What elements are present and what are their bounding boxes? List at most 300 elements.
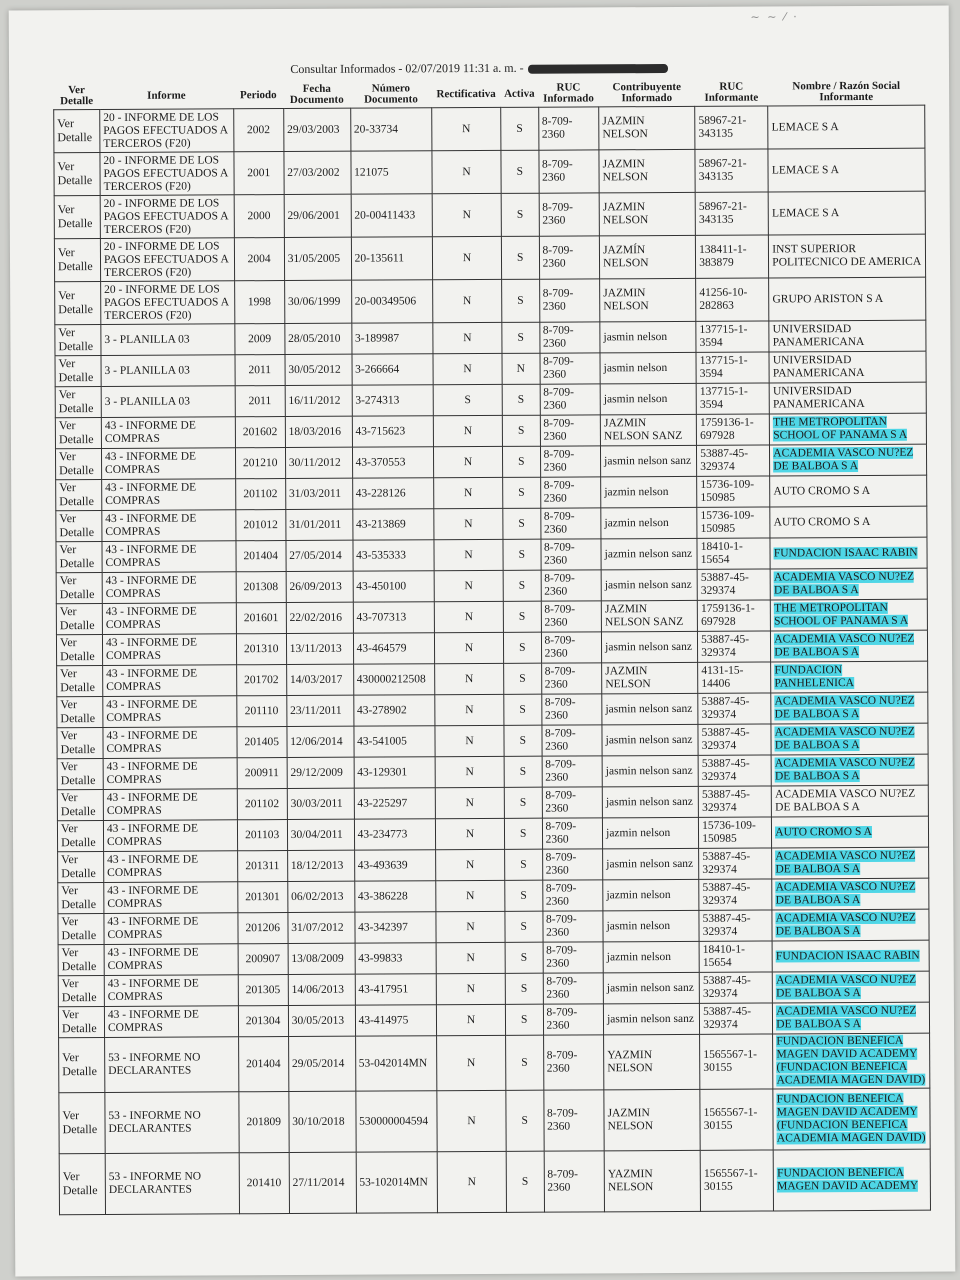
contribuyente-cell <box>601 538 697 570</box>
ver-detalle-link-text[interactable]: Ver Detalle <box>61 914 97 943</box>
rectificativa-cell <box>434 570 503 601</box>
informe-cell <box>102 634 236 666</box>
periodo-cell <box>236 603 286 634</box>
numero-documento-cell <box>355 1091 437 1152</box>
table-row <box>56 630 927 666</box>
rectificativa-cell-text: N <box>462 165 471 178</box>
ruc-informado-cell-text: 8-709-2360 <box>546 1107 578 1133</box>
ruc-informado-cell-text: 8-709-2360 <box>544 634 576 660</box>
ruc-informante-cell-text: 53887-45-329374 <box>702 912 751 938</box>
informe-cell <box>105 1037 239 1093</box>
ruc-informante-cell-text: 137715-1-3594 <box>699 323 748 349</box>
contribuyente-cell <box>602 786 698 818</box>
informe-cell-text: 53 - INFORME NO DECLARANTES <box>108 1170 202 1196</box>
periodo-cell <box>234 195 284 238</box>
ver-detalle-link-text[interactable]: Ver Detalle <box>59 573 95 602</box>
activa-cell <box>502 322 540 353</box>
fecha-documento-cell <box>283 108 350 151</box>
table-row <box>54 148 925 196</box>
ruc-informante-cell <box>697 445 770 476</box>
rectificativa-cell-text: N <box>465 827 475 840</box>
periodo-cell <box>238 944 288 975</box>
ver-detalle-link-text[interactable]: Ver Detalle <box>59 604 95 633</box>
ver-detalle-link-text[interactable]: Ver Detalle <box>60 728 96 757</box>
rectificativa-cell <box>436 849 505 880</box>
ruc-informante-cell <box>699 972 772 1003</box>
informe-cell-text: 43 - INFORME DE COMPRAS <box>107 915 199 941</box>
informe-cell <box>104 851 238 883</box>
numero-documento-cell <box>352 478 434 509</box>
razon-social-cell-text: ACADEMIA VASCO NU?EZ DE BALBOA S A <box>776 973 917 1000</box>
activa-cell-text: S <box>518 610 526 623</box>
periodo-cell-text: 201301 <box>245 890 280 903</box>
ruc-informado-cell <box>541 663 602 694</box>
activa-cell-text: S <box>519 765 527 778</box>
razon-social-cell <box>772 940 929 972</box>
ruc-informante-cell-text: 53887-45-329374 <box>701 757 750 783</box>
ruc-informado-cell-text: 8-709-2360 <box>546 1049 578 1075</box>
ver-detalle-link[interactable] <box>54 109 100 152</box>
rectificativa-cell <box>434 508 503 539</box>
contribuyente-cell <box>602 755 698 787</box>
razon-social-cell <box>771 630 928 662</box>
informe-cell-text: 43 - INFORME DE COMPRAS <box>107 884 199 910</box>
activa-cell <box>502 446 540 477</box>
ruc-informado-cell <box>541 601 602 632</box>
informe-cell-text: 3 - PLANILLA 03 <box>104 364 190 377</box>
ver-detalle-link[interactable] <box>55 355 101 386</box>
informe-cell-text: 43 - INFORME DE COMPRAS <box>104 419 196 445</box>
ver-detalle-link-text[interactable]: Ver Detalle <box>58 387 94 416</box>
periodo-cell <box>234 238 284 281</box>
contribuyente-cell-text: jasmin nelson sanz <box>606 857 694 870</box>
activa-cell <box>502 415 540 446</box>
ruc-informante-cell <box>698 693 771 724</box>
activa-cell <box>505 1004 543 1035</box>
numero-documento-cell <box>356 1152 438 1213</box>
rectificativa-cell-text: N <box>466 920 475 933</box>
informe-cell <box>102 510 236 542</box>
razon-social-cell <box>768 191 925 235</box>
ver-detalle-link[interactable] <box>56 479 102 510</box>
ruc-informado-cell-text: 8-709-2360 <box>543 386 574 412</box>
informe-cell-text: 3 - PLANILLA 03 <box>104 333 190 346</box>
ver-detalle-link-text[interactable]: Ver Detalle <box>61 1007 97 1036</box>
numero-documento-cell-text: 43-417951 <box>358 982 409 996</box>
activa-cell <box>505 942 543 973</box>
contribuyente-cell <box>603 879 699 911</box>
periodo-cell <box>237 882 287 913</box>
ruc-informado-cell-text: 8-709-2360 <box>542 244 574 270</box>
periodo-cell-text: 2000 <box>247 209 271 222</box>
ver-detalle-link[interactable] <box>58 1006 104 1037</box>
ruc-informado-cell-text: 8-709-2360 <box>542 201 573 227</box>
periodo-cell <box>236 572 286 603</box>
fecha-documento-cell-text: 14/06/2013 <box>291 983 344 996</box>
table-row <box>58 878 929 914</box>
ver-detalle-link[interactable] <box>57 820 103 851</box>
numero-documento-cell <box>354 850 436 881</box>
numero-documento-cell-text: 43-535333 <box>356 548 406 562</box>
activa-cell <box>502 384 540 415</box>
contribuyente-cell-text: jazmin nelson <box>606 826 671 839</box>
ruc-informante-cell-text: 41256-10-282863 <box>699 286 748 312</box>
rectificativa-cell <box>433 384 502 415</box>
fecha-documento-cell-text: 26/09/2013 <box>289 580 342 593</box>
ver-detalle-link-text[interactable]: Ver Detalle <box>57 202 93 231</box>
activa-cell <box>503 632 541 663</box>
table-row <box>58 847 929 883</box>
rectificativa-cell <box>436 880 505 911</box>
contribuyente-cell-text: jasmin nelson sanz <box>605 640 693 653</box>
numero-documento-cell <box>351 194 433 237</box>
activa-cell-text: S <box>519 672 526 685</box>
contribuyente-cell-text: jasmin nelson sanz <box>605 795 693 808</box>
ruc-informado-cell <box>543 1004 604 1035</box>
numero-documento-cell-text: 43-342397 <box>358 920 408 934</box>
activa-cell-text: S <box>517 393 525 406</box>
razon-social-cell <box>770 444 927 476</box>
rectificativa-cell-text: N <box>465 734 474 747</box>
rectificativa-cell-text: N <box>464 517 473 530</box>
fecha-documento-cell <box>285 416 352 447</box>
razon-social-cell-text: ACADEMIA VASCO NU?EZ DE BALBOA S A <box>775 880 916 907</box>
periodo-cell <box>236 665 286 696</box>
contribuyente-cell-text: JAZMIN NELSON <box>602 201 649 227</box>
informe-cell-text: 43 - INFORME DE COMPRAS <box>105 481 197 507</box>
ver-detalle-link-text[interactable]: Ver Detalle <box>61 883 97 912</box>
numero-documento-cell-text: 430000212508 <box>356 672 426 686</box>
activa-cell-text: S <box>519 641 526 654</box>
numero-documento-cell-text: 43-99833 <box>358 951 403 965</box>
razon-social-cell <box>773 1033 930 1089</box>
activa-cell-text: S <box>519 796 527 809</box>
numero-documento-cell <box>351 280 433 323</box>
ver-detalle-link-text[interactable]: Ver Detalle <box>59 511 95 540</box>
razon-social-cell-text: UNIVERSIDAD PANAMERICANA <box>772 323 865 349</box>
contribuyente-cell <box>604 1089 700 1151</box>
numero-documento-cell-text: 43-450100 <box>356 579 407 593</box>
ver-detalle-link[interactable] <box>55 448 101 479</box>
fecha-documento-cell-text: 30/05/2012 <box>288 363 341 376</box>
page-title-text: Consultar Informados - 02/07/2019 11:31 a. m. - <box>290 60 524 76</box>
periodo-cell-text: 201404 <box>246 1057 281 1070</box>
activa-cell-text: S <box>521 1114 528 1127</box>
ruc-informado-cell-text: 8-709-2360 <box>543 417 575 443</box>
ver-detalle-link[interactable] <box>57 696 103 727</box>
fecha-documento-cell <box>284 151 351 194</box>
ruc-informante-cell <box>699 910 772 941</box>
activa-cell-text: S <box>520 920 527 933</box>
periodo-cell-text: 201702 <box>244 673 279 686</box>
ver-detalle-link[interactable] <box>55 417 101 448</box>
informe-cell-text: 20 - INFORME DE LOS PAGOS EFECTUADOS A TERCEROS (F20) <box>103 110 228 150</box>
periodo-cell-text: 2001 <box>247 166 271 179</box>
rectificativa-cell <box>435 663 504 694</box>
ruc-informado-cell <box>543 942 604 973</box>
contribuyente-cell-text: jazmin nelson <box>606 950 671 963</box>
numero-documento-cell-text: 530000004594 <box>359 1114 429 1128</box>
ver-detalle-link[interactable] <box>58 944 104 975</box>
ver-detalle-link-text[interactable]: Ver Detalle <box>61 976 97 1005</box>
informe-cell <box>101 324 235 356</box>
table-row <box>59 1149 930 1215</box>
ver-detalle-link[interactable] <box>55 386 101 417</box>
ver-detalle-link[interactable] <box>54 238 100 281</box>
periodo-cell-text: 2004 <box>247 252 271 265</box>
ver-detalle-link-text[interactable]: Ver Detalle <box>62 1169 98 1198</box>
ruc-informante-cell-text: 53887-45-329374 <box>701 726 750 752</box>
ruc-informante-cell <box>698 786 771 817</box>
contribuyente-cell-text: JAZMIN NELSON SANZ <box>603 417 683 443</box>
rectificativa-cell-text: N <box>466 1056 476 1069</box>
periodo-cell <box>235 448 285 479</box>
ruc-informado-cell <box>542 756 603 787</box>
contribuyente-cell-text: jazmin nelson <box>606 888 671 901</box>
informe-cell <box>103 758 237 790</box>
ruc-informante-cell-text: 53887-45-329374 <box>702 850 751 876</box>
ver-detalle-link-text[interactable]: Ver Detalle <box>57 116 93 145</box>
ruc-informado-cell-text: 8-709-2360 <box>546 975 578 1001</box>
ver-detalle-link[interactable] <box>55 324 101 355</box>
numero-documento-cell <box>353 602 435 633</box>
periodo-cell-text: 1998 <box>247 295 271 308</box>
razon-social-cell <box>771 723 928 755</box>
activa-cell-text: S <box>517 294 524 307</box>
col-header: Informe <box>147 89 186 102</box>
ver-detalle-link[interactable] <box>54 152 100 195</box>
activa-cell-text: S <box>518 548 526 561</box>
razon-social-cell-text: ACADEMIA VASCO NU?EZ DE BALBOA S A <box>774 756 916 783</box>
informe-cell <box>101 281 235 325</box>
razon-social-cell-text: AUTO CROMO S A <box>775 825 872 838</box>
table-row <box>57 816 928 852</box>
ver-detalle-link-text[interactable]: Ver Detalle <box>59 542 95 571</box>
rectificativa-cell-text: N <box>466 889 475 902</box>
informe-cell <box>105 1092 239 1154</box>
numero-documento-cell-text: 43-541005 <box>357 734 407 748</box>
contribuyente-cell <box>600 278 696 322</box>
ver-detalle-link-text[interactable]: Ver Detalle <box>60 790 96 819</box>
ver-detalle-link-text[interactable]: Ver Detalle <box>60 821 96 850</box>
contribuyente-cell-text: jasmin nelson sanz <box>605 733 693 746</box>
razon-social-cell-text: FUNDACION BENEFICA MAGEN DAVID ACADEMY (FUNDACION BENEFICA ACADEMIA MAGEN DAVID) <box>776 1034 926 1087</box>
rectificativa-cell-text: N <box>465 796 475 809</box>
fecha-documento-cell <box>286 509 353 540</box>
col-header: RUC Informante <box>704 80 759 104</box>
fecha-documento-cell <box>285 447 352 478</box>
periodo-cell <box>238 1006 288 1037</box>
table-body <box>54 105 931 1215</box>
fecha-documento-cell-text: 12/06/2014 <box>290 735 343 748</box>
ver-detalle-link-text[interactable]: Ver Detalle <box>58 449 94 478</box>
rectificativa-cell <box>436 1004 505 1035</box>
rectificativa-cell-text: S <box>464 393 471 406</box>
periodo-cell <box>238 975 288 1006</box>
contribuyente-cell <box>603 1003 699 1035</box>
activa-cell <box>504 725 542 756</box>
activa-cell <box>506 1090 544 1151</box>
ver-detalle-link[interactable] <box>58 913 104 944</box>
ver-detalle-link-text[interactable]: Ver Detalle <box>62 1050 97 1079</box>
contribuyente-cell <box>601 445 697 477</box>
ruc-informado-cell <box>542 849 603 880</box>
ruc-informante-cell-text: 1759136-1-697928 <box>700 416 754 442</box>
fecha-documento-cell-text: 18/12/2013 <box>290 859 344 872</box>
table-row <box>55 320 926 356</box>
rectificativa-cell-text: N <box>463 331 472 344</box>
contribuyente-cell-text: JAZMIN NELSON <box>602 115 648 141</box>
periodo-cell-text: 2011 <box>248 363 272 376</box>
table-row <box>59 1033 930 1093</box>
ver-detalle-link-text[interactable]: Ver Detalle <box>59 635 95 664</box>
contribuyente-cell <box>600 352 696 384</box>
ruc-informante-cell <box>696 414 769 445</box>
numero-documento-cell <box>353 540 435 571</box>
ver-detalle-link[interactable] <box>58 851 104 882</box>
rectificativa-cell <box>435 756 504 787</box>
rectificativa-cell <box>432 150 501 193</box>
ver-detalle-link[interactable] <box>59 1037 105 1092</box>
ver-detalle-link-text[interactable]: Ver Detalle <box>57 159 93 188</box>
informe-cell <box>103 789 237 821</box>
rectificativa-cell-text: N <box>467 1114 476 1127</box>
numero-documento-cell <box>354 788 436 819</box>
ver-detalle-link-text[interactable]: Ver Detalle <box>60 666 95 695</box>
ruc-informado-cell-text: 8-709-2360 <box>545 820 577 846</box>
contribuyente-cell-text: jasmin nelson sanz <box>605 702 693 715</box>
ver-detalle-link-text[interactable]: Ver Detalle <box>61 852 96 881</box>
ver-detalle-link[interactable] <box>57 727 103 758</box>
rectificativa-cell <box>435 694 504 725</box>
periodo-cell-text: 2002 <box>246 123 271 136</box>
rectificativa-cell <box>433 353 502 384</box>
razon-social-cell-text: FUNDACION BENEFICA MAGEN DAVID ACADEMY (FUNDACION BENEFICA ACADEMIA MAGEN DAVID) <box>776 1092 926 1145</box>
contribuyente-cell <box>602 724 698 756</box>
razon-social-cell-text: LEMACE S A <box>771 206 840 219</box>
ruc-informado-cell <box>544 1151 605 1212</box>
ver-detalle-link[interactable] <box>54 195 100 238</box>
ver-detalle-link-text[interactable]: Ver Detalle <box>58 325 94 354</box>
rectificativa-cell <box>437 1151 506 1212</box>
ruc-informado-cell <box>540 446 601 477</box>
ver-detalle-link-text[interactable]: Ver Detalle <box>58 418 94 447</box>
periodo-cell-text: 201305 <box>245 983 281 996</box>
rectificativa-cell-text: N <box>465 703 474 716</box>
periodo-cell <box>234 152 284 195</box>
ver-detalle-link-text[interactable]: Ver Detalle <box>58 356 94 385</box>
rectificativa-cell-text: N <box>463 455 473 468</box>
activa-cell-text: S <box>518 455 525 468</box>
activa-cell <box>502 279 540 322</box>
ver-detalle-link[interactable] <box>59 1092 105 1153</box>
ver-detalle-link[interactable] <box>56 572 102 603</box>
contribuyente-cell <box>599 149 695 193</box>
contribuyente-cell-text: jasmin nelson <box>603 361 668 374</box>
ver-detalle-link-text[interactable]: Ver Detalle <box>58 288 93 317</box>
ver-detalle-link[interactable] <box>56 510 102 541</box>
rectificativa-cell <box>432 236 501 279</box>
activa-cell-text: S <box>520 889 527 902</box>
informe-cell-text: 43 - INFORME DE COMPRAS <box>107 946 199 972</box>
ver-detalle-link[interactable] <box>56 541 102 572</box>
ver-detalle-link-text[interactable]: Ver Detalle <box>62 1108 98 1137</box>
numero-documento-cell-text: 43-707313 <box>356 610 407 624</box>
periodo-cell-text: 201012 <box>243 518 278 531</box>
table-row <box>55 382 926 418</box>
contribuyente-cell <box>600 321 696 353</box>
contribuyente-cell-text: jazmin nelson <box>604 516 669 529</box>
ruc-informado-cell-text: 8-709-2360 <box>543 448 575 474</box>
ver-detalle-link[interactable] <box>56 634 102 665</box>
ruc-informado-cell <box>541 694 602 725</box>
periodo-cell <box>237 789 287 820</box>
ruc-informado-cell-text: 8-709-2360 <box>541 115 573 141</box>
numero-documento-cell <box>352 385 434 416</box>
ver-detalle-link-text[interactable]: Ver Detalle <box>60 759 96 788</box>
ver-detalle-link[interactable] <box>59 1153 105 1214</box>
fecha-documento-cell-text: 31/03/2011 <box>288 487 341 500</box>
ver-detalle-link[interactable] <box>57 758 103 789</box>
ruc-informante-cell <box>697 538 770 569</box>
table-row <box>55 444 926 480</box>
fecha-documento-cell-text: 30/11/2012 <box>288 456 341 469</box>
ruc-informado-cell-text: 8-709-2360 <box>542 324 574 350</box>
fecha-documento-cell-text: 27/05/2014 <box>289 549 342 562</box>
rectificativa-cell <box>433 446 502 477</box>
ver-detalle-link[interactable] <box>56 603 102 634</box>
periodo-cell-text: 201206 <box>245 921 280 934</box>
fecha-documento-cell-text: 31/05/2005 <box>287 252 341 265</box>
ruc-informado-cell <box>542 911 603 942</box>
numero-documento-cell-text: 20-00411433 <box>354 208 416 222</box>
ruc-informante-cell <box>700 1034 773 1089</box>
razon-social-cell <box>772 847 929 879</box>
ver-detalle-link-text[interactable]: Ver Detalle <box>60 697 96 726</box>
contribuyente-cell <box>599 192 695 236</box>
razon-social-cell-text: AUTO CROMO S A <box>773 484 871 497</box>
ruc-informante-cell-text: 53887-45-329374 <box>701 788 750 814</box>
ver-detalle-link[interactable] <box>58 882 104 913</box>
numero-documento-cell <box>354 726 436 757</box>
ver-detalle-link-text[interactable]: Ver Detalle <box>59 480 94 509</box>
col-header: Nombre / Razón Social Informante <box>792 79 901 104</box>
ruc-informante-cell <box>700 1003 773 1034</box>
contribuyente-cell-text: jasmin nelson <box>603 392 668 405</box>
ver-detalle-link-text[interactable]: Ver Detalle <box>61 945 97 974</box>
informe-cell <box>100 195 234 239</box>
ver-detalle-link[interactable] <box>58 975 104 1006</box>
numero-documento-cell-text: 43-129301 <box>357 765 408 779</box>
fecha-documento-cell <box>284 194 351 237</box>
informe-cell <box>101 386 235 418</box>
ver-detalle-link[interactable] <box>57 665 103 696</box>
razon-social-cell <box>769 351 926 383</box>
rectificativa-cell <box>434 601 503 632</box>
razon-social-cell-text: LEMACE S A <box>771 120 839 133</box>
informe-cell-text: 43 - INFORME DE COMPRAS <box>107 977 199 1003</box>
contribuyente-cell-text: jazmin nelson sanz <box>604 547 693 560</box>
ver-detalle-link-text[interactable]: Ver Detalle <box>57 245 93 274</box>
informe-cell <box>101 355 235 387</box>
ruc-informante-cell <box>699 848 772 879</box>
ver-detalle-link[interactable] <box>55 281 101 324</box>
contribuyente-cell-text: YAZMIN NELSON <box>607 1168 654 1194</box>
ruc-informado-cell <box>541 725 602 756</box>
activa-cell-text: S <box>517 331 524 344</box>
ver-detalle-link[interactable] <box>57 789 103 820</box>
periodo-cell <box>237 758 287 789</box>
